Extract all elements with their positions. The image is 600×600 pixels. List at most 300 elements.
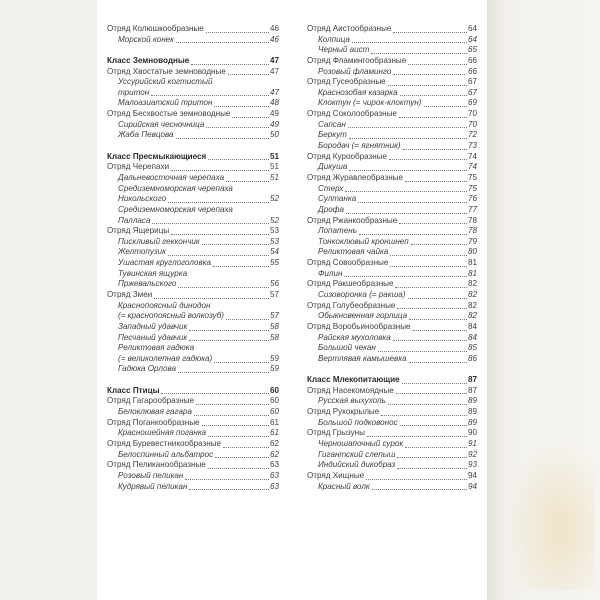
toc-entry-title: Дальневосточная черепаха (118, 172, 225, 182)
toc-order-entry (107, 24, 279, 35)
dot-leader (223, 447, 269, 448)
toc-order-entry (307, 56, 477, 67)
toc-page-number: 79 (467, 236, 477, 246)
toc-order-entry (307, 77, 477, 88)
dot-leader (397, 457, 467, 458)
dot-leader (346, 213, 467, 214)
toc-species-entry (307, 354, 477, 365)
toc-page-number: 57 (269, 290, 279, 299)
toc-order-entry (307, 407, 477, 418)
toc-entry-title: Тонкоклювый кроншнеп (318, 236, 409, 246)
toc-entry-title: Красный волк (318, 481, 370, 491)
toc-class-heading (307, 375, 477, 386)
toc-species-entry (307, 290, 477, 301)
toc-species-entry (107, 35, 279, 46)
section-gap (107, 141, 279, 152)
toc-page-number: 70 (467, 109, 477, 119)
toc-species-entry (107, 450, 279, 461)
toc-species-entry (107, 88, 279, 99)
dot-leader (206, 127, 269, 128)
dot-leader (176, 42, 269, 43)
toc-page-number: 60 (269, 407, 279, 417)
toc-entry-title: Малоазиатский тритон (118, 98, 213, 108)
dot-leader (178, 287, 269, 288)
toc-species-entry (307, 482, 477, 493)
dot-leader (396, 393, 467, 394)
toc-entry-title: Индийский дикобраз (318, 460, 396, 470)
dot-leader (215, 457, 269, 458)
toc-entry-title: Отряд Совообразные (307, 258, 389, 268)
toc-page-number: 65 (467, 45, 477, 55)
toc-species-entry (107, 407, 279, 418)
toc-species-entry (107, 279, 279, 290)
toc-page-number: 91 (467, 438, 477, 448)
toc-entry-title: Гигантский слепыш (318, 449, 396, 459)
toc-order-entry (107, 162, 279, 173)
dot-leader (171, 170, 269, 171)
dot-leader (232, 117, 269, 118)
toc-entry-title: Отряд Насекомоядные (307, 385, 394, 395)
dot-leader (194, 415, 269, 416)
toc-class-heading (107, 386, 279, 397)
toc-entry-title: Черношапочный сурок (318, 438, 404, 448)
toc-entry-title: Класс Земноводные (107, 55, 190, 65)
toc-page-number: 63 (269, 481, 279, 491)
toc-page-number: 56 (269, 279, 279, 289)
dot-leader (400, 425, 467, 426)
toc-entry-title: Отряд Хищные (307, 470, 365, 480)
toc-page-number: 67 (467, 77, 477, 87)
toc-entry-title: Отряд Буревестникообразные (107, 438, 221, 448)
toc-species-entry (307, 439, 477, 450)
toc-page-number: 75 (467, 183, 477, 193)
toc-species-entry (107, 343, 279, 354)
toc-page-number: 63 (269, 460, 279, 470)
toc-page-number: 78 (467, 226, 477, 236)
dot-leader (399, 223, 467, 224)
toc-entry-title: Тувинская ящурка (118, 268, 188, 278)
dot-leader (161, 393, 269, 394)
toc-entry-title: Отряд Поганкообразные (107, 417, 200, 427)
toc-page-number: 84 (467, 321, 477, 331)
toc-entry-title: Отряд Аистообразные (307, 23, 392, 33)
dot-leader (189, 330, 269, 331)
dot-leader (208, 159, 269, 160)
toc-entry-title: Отряд Змеи (107, 290, 153, 299)
dot-leader (352, 42, 467, 43)
toc-species-entry (107, 120, 279, 131)
toc-species-entry (107, 258, 279, 269)
toc-order-entry (307, 173, 477, 184)
toc-entry-title: (= великолепная гадюка) (118, 353, 213, 363)
dot-leader (378, 351, 467, 352)
toc-order-entry (107, 67, 279, 78)
toc-order-entry (107, 109, 279, 120)
toc-page-number: 66 (467, 55, 477, 65)
toc-species-entry (307, 333, 477, 344)
toc-page-number: 81 (467, 268, 477, 278)
dot-leader (413, 330, 467, 331)
toc-entry-title: Большой чекан (318, 343, 376, 353)
toc-species-entry (107, 333, 279, 344)
toc-page-number: 48 (269, 98, 279, 108)
toc-entry-title: Большой подковонос (318, 417, 398, 427)
toc-entry-title: Розовый пеликан (118, 470, 184, 480)
toc-entry-title: Отряд Воробьинообразные (307, 321, 411, 331)
dot-leader (206, 32, 269, 33)
dot-leader (214, 362, 269, 363)
toc-entry-title: Отряд Грызуны (307, 428, 365, 438)
toc-entry-title: Стерх (318, 183, 344, 193)
toc-entry-title: Отряд Ракшеобразные (307, 279, 394, 289)
toc-entry-title: Русская выхухоль (318, 396, 386, 406)
toc-entry-title: Отряд Колюшкообразные (107, 23, 204, 33)
toc-page-number: 75 (467, 172, 477, 182)
toc-page-number: 92 (467, 449, 477, 459)
dot-leader (168, 202, 269, 203)
toc-page-number: 87 (467, 375, 477, 385)
toc-page-number: 58 (269, 332, 279, 342)
dot-leader (405, 181, 467, 182)
dot-leader (196, 404, 269, 405)
toc-page-number: 51 (269, 162, 279, 172)
dot-leader (402, 383, 467, 384)
toc-entry-title: Дрофа (318, 204, 344, 214)
toc-species-entry (107, 194, 279, 205)
dot-leader (405, 447, 467, 448)
toc-entry-title: Отряд Ржанкообразные (307, 215, 398, 225)
toc-entry-title: Отряд Рукокрылые (307, 407, 380, 417)
dot-leader (208, 468, 269, 469)
dot-leader (358, 202, 467, 203)
toc-page-number: 63 (269, 470, 279, 480)
toc-entry-title: Пржевальского (118, 279, 177, 289)
toc-page-number: 81 (467, 258, 477, 268)
toc-page-number: 74 (467, 151, 477, 161)
dot-leader (371, 53, 467, 54)
toc-entry-title: Отряд Гагарообразные (107, 396, 195, 406)
toc-species-entry (307, 67, 477, 78)
toc-page-number: 66 (467, 66, 477, 76)
toc-order-entry (307, 279, 477, 290)
dot-leader (408, 64, 467, 65)
toc-entry-title: Класс Млекопитающие (307, 375, 400, 385)
toc-order-entry (107, 226, 279, 237)
dot-leader (208, 436, 269, 437)
toc-entry-title: Жаба Певцова (118, 130, 174, 140)
toc-page-number: 94 (467, 481, 477, 491)
toc-entry-title: Никольского (118, 194, 167, 204)
dot-leader (168, 255, 269, 256)
toc-species-entry (107, 205, 279, 216)
toc-page-number: 46 (269, 34, 279, 44)
dot-leader (393, 340, 467, 341)
dot-leader (393, 32, 467, 33)
toc-page-number: 49 (269, 119, 279, 129)
dot-leader (345, 191, 467, 192)
toc-species-entry (307, 184, 477, 195)
toc-species-entry (107, 365, 279, 376)
toc-entry-title: Отряд Ящерицы (107, 226, 170, 236)
toc-page-number: 62 (269, 438, 279, 448)
toc-species-entry (307, 418, 477, 429)
dot-leader (389, 159, 467, 160)
toc-entry-title: Отряд Фламингообразные (307, 55, 407, 65)
dot-leader (228, 74, 269, 75)
dot-leader (403, 149, 467, 150)
toc-species-entry (307, 460, 477, 471)
toc-page-number: 46 (269, 23, 279, 33)
toc-page-number: 82 (467, 311, 477, 321)
dot-leader (397, 468, 467, 469)
toc-page-number: 82 (467, 300, 477, 310)
dot-leader (372, 489, 467, 490)
toc-species-entry (107, 237, 279, 248)
toc-species-entry (107, 322, 279, 333)
toc-species-entry (107, 130, 279, 141)
toc-page-number: 89 (467, 396, 477, 406)
toc-entry-title: тритон (118, 87, 150, 97)
dot-leader (185, 479, 269, 480)
toc-entry-title: Отряд Голубеобразные (307, 300, 396, 310)
toc-page-number: 94 (467, 470, 477, 480)
toc-page-number: 53 (269, 226, 279, 236)
toc-page-number: 50 (269, 130, 279, 140)
toc-page-number: 62 (269, 449, 279, 459)
toc-order-entry (307, 301, 477, 312)
dot-leader (424, 106, 467, 107)
toc-species-entry (307, 247, 477, 258)
toc-entry-title: Отряд Хвостатые земноводные (107, 66, 226, 76)
toc-species-entry (307, 194, 477, 205)
toc-entry-title: Клоктун (= чирок-клоктун) (318, 98, 422, 108)
toc-species-entry (107, 269, 279, 280)
toc-entry-title: Бородач (= ягнятник) (318, 141, 401, 151)
toc-entry-title: Отряд Журавлеобразные (307, 172, 403, 182)
toc-page-number: 64 (467, 23, 477, 33)
toc-page-number: 47 (269, 55, 279, 65)
toc-species-entry (307, 226, 477, 237)
dot-leader (178, 372, 269, 373)
toc-species-entry (307, 35, 477, 46)
toc-entry-title: Класс Пресмыкающиеся (107, 151, 207, 161)
toc-order-entry (307, 24, 477, 35)
dot-leader (348, 127, 467, 128)
toc-page-number: 74 (467, 162, 477, 172)
toc-entry-title: Отряд Соколообразные (307, 109, 397, 119)
toc-species-entry (307, 237, 477, 248)
toc-page-number: 90 (467, 428, 477, 438)
toc-species-entry (307, 450, 477, 461)
toc-page-number: 52 (269, 215, 279, 225)
toc-entry-title: Песчаный удавчик (118, 332, 188, 342)
toc-entry-title: Филин (318, 268, 343, 278)
dot-leader (191, 64, 269, 65)
toc-page-number: 47 (269, 66, 279, 76)
toc-species-entry (107, 311, 279, 322)
dot-leader (171, 234, 269, 235)
toc-entry-title: Класс Птицы (107, 385, 160, 395)
dot-leader (226, 319, 269, 320)
toc-order-entry (307, 258, 477, 269)
toc-entry-title: Дикуша (318, 162, 348, 172)
toc-entry-title: Отряд Черепахи (107, 162, 170, 172)
dot-leader (388, 85, 467, 86)
toc-page-number: 60 (269, 385, 279, 395)
toc-entry-title: Отряд Пеликанообразные (107, 460, 206, 470)
toc-page-number: 54 (269, 247, 279, 257)
paper-stain (505, 440, 595, 590)
toc-page-number: 60 (269, 396, 279, 406)
toc-page-number: 67 (467, 87, 477, 97)
toc-order-entry (107, 439, 279, 450)
toc-entry-title: Средиземноморская черепаха (118, 204, 233, 214)
toc-species-entry (107, 77, 279, 88)
toc-species-entry (307, 162, 477, 173)
toc-entry-title: Вертлявая камышевка (318, 353, 407, 363)
toc-page-number: 61 (269, 417, 279, 427)
dot-leader (176, 138, 269, 139)
toc-page-number: 89 (467, 417, 477, 427)
toc-species-entry (307, 120, 477, 131)
dot-leader (411, 244, 467, 245)
toc-entry-title: Белоспинный альбатрос (118, 449, 214, 459)
dot-leader (409, 362, 467, 363)
dot-leader (395, 287, 467, 288)
dot-leader (409, 319, 467, 320)
dot-leader (151, 95, 269, 96)
toc-page-number: 51 (269, 151, 279, 161)
toc-entry-title: Западный удавчик (118, 321, 188, 331)
toc-entry-title: Морской конек (118, 34, 174, 44)
toc-page-number: 52 (269, 194, 279, 204)
toc-species-entry (107, 173, 279, 184)
dot-leader (390, 266, 467, 267)
toc-order-entry (107, 418, 279, 429)
toc-species-entry (107, 471, 279, 482)
toc-page-number: 89 (467, 407, 477, 417)
toc-order-entry (107, 460, 279, 471)
dot-leader (189, 489, 269, 490)
toc-entry-title: Белоклювая гагара (118, 407, 192, 417)
toc-page-number: 86 (467, 353, 477, 363)
dot-leader (366, 479, 467, 480)
toc-page-number: 57 (269, 311, 279, 321)
toc-entry-title: Реликтовая гадюка (118, 343, 195, 353)
toc-page-number: 49 (269, 109, 279, 119)
dot-leader (393, 74, 467, 75)
dot-leader (152, 223, 269, 224)
toc-page-number: 76 (467, 194, 477, 204)
toc-class-heading (107, 56, 279, 67)
toc-entry-title: Розовый фламинго (318, 66, 392, 76)
toc-order-entry (307, 322, 477, 333)
toc-species-entry (107, 216, 279, 227)
toc-order-entry (107, 396, 279, 407)
dot-leader (359, 234, 467, 235)
toc-species-entry (107, 301, 279, 312)
toc-entry-title: Отряд Курообразные (307, 151, 387, 161)
toc-class-heading (107, 152, 279, 163)
toc-species-entry (107, 482, 279, 493)
toc-page-number: 55 (269, 258, 279, 268)
toc-page-number: 93 (467, 460, 477, 470)
dot-leader (408, 298, 467, 299)
toc-page-number: 47 (269, 87, 279, 97)
dot-leader (397, 308, 467, 309)
toc-order-entry (307, 216, 477, 227)
dot-leader (214, 106, 269, 107)
toc-species-entry (307, 343, 477, 354)
toc-order-entry (307, 428, 477, 439)
toc-species-entry (107, 184, 279, 195)
toc-species-entry (307, 98, 477, 109)
toc-entry-title: Лопатень (318, 226, 357, 236)
dot-leader (349, 138, 467, 139)
toc-species-entry (307, 311, 477, 322)
toc-left-column (107, 24, 279, 492)
toc-entry-title: Сапсан (318, 119, 346, 129)
toc-entry-title: Обыкновенная горлица (318, 311, 408, 321)
section-gap (107, 45, 279, 56)
toc-entry-title: Средиземноморская черепаха (118, 183, 233, 193)
toc-page-number: 69 (467, 98, 477, 108)
toc-page-number: 85 (467, 343, 477, 353)
dot-leader (399, 117, 467, 118)
toc-species-entry (307, 269, 477, 280)
toc-order-entry (307, 109, 477, 120)
toc-page-number: 82 (467, 290, 477, 299)
toc-species-entry (107, 428, 279, 439)
dot-leader (202, 244, 269, 245)
dot-leader (400, 95, 467, 96)
dot-leader (390, 255, 467, 256)
dot-leader (226, 181, 269, 182)
toc-entry-title: Райская мухоловка (318, 332, 391, 342)
toc-entry-title: Краснопоясный динодон (118, 300, 211, 310)
toc-page-number: 53 (269, 236, 279, 246)
dot-leader (154, 298, 269, 299)
toc-species-entry (107, 98, 279, 109)
toc-page-number: 61 (269, 428, 279, 438)
toc-entry-title: Отряд Гусеобразные (307, 77, 386, 87)
toc-entry-title: Реликтовая чайка (318, 247, 389, 257)
dot-leader (381, 415, 467, 416)
toc-page-number: 64 (467, 34, 477, 44)
section-gap (107, 375, 279, 386)
toc-page-number: 82 (467, 279, 477, 289)
dot-leader (344, 276, 467, 277)
toc-species-entry (307, 141, 477, 152)
toc-entry-title: Сирийская чесночница (118, 119, 205, 129)
toc-entry-title: Красношейная поганка (118, 428, 207, 438)
toc-entry-title: Сизоворонка (= ракша) (318, 290, 406, 299)
toc-species-entry (107, 354, 279, 365)
toc-page-number: 51 (269, 172, 279, 182)
toc-right-column (307, 24, 477, 492)
dot-leader (202, 425, 269, 426)
toc-entry-title: Палласа (118, 215, 151, 225)
toc-order-entry (307, 152, 477, 163)
toc-entry-title: Султанка (318, 194, 357, 204)
toc-species-entry (107, 247, 279, 258)
dot-leader (349, 170, 467, 171)
toc-page-number: 72 (467, 130, 477, 140)
toc-entry-title: Желтопузик (118, 247, 166, 257)
toc-page-number: 58 (269, 321, 279, 331)
toc-page-number: 78 (467, 215, 477, 225)
toc-entry-title: Уссурийский когтистый (118, 77, 213, 87)
